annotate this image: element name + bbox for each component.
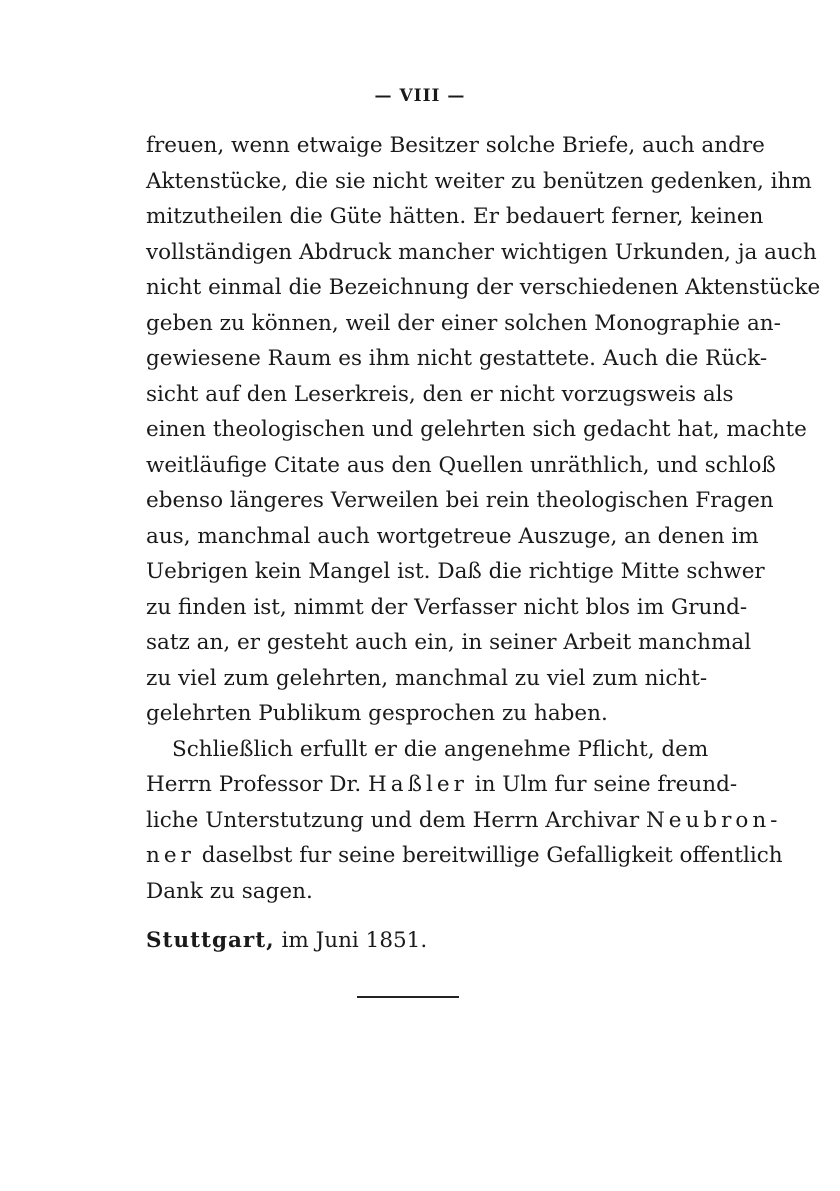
text-line: ebenso längeres Verweilen bei rein theologischen Fragen	[146, 488, 774, 513]
text-line: geben zu können, weil der einer solchen Monographie an-	[146, 310, 781, 336]
text-line: zu viel zum gelehrten, manchmal zu viel zum nicht-	[146, 665, 708, 691]
text-line: nicht einmal die Bezeichnung der verschiedenen Aktenstücke	[146, 275, 821, 300]
text-line	[146, 803, 782, 839]
person-name-neubronner: Neubron-	[645, 807, 782, 833]
text-line: einen theologischen und gelehrten sich gedacht hat, machte	[146, 417, 807, 442]
body-text	[146, 128, 821, 959]
text-line: aus, manchmal auch wortgetreue Auszuge, an denen im	[146, 523, 759, 549]
text-line	[146, 767, 738, 803]
text-line: gelehrten Publikum gesprochen zu haben.	[146, 701, 608, 726]
text-line: Aktenstücke, die sie nicht weiter zu benützen gedenken, ihm	[146, 168, 812, 194]
text-line: mitzutheilen die Güte hätten. Er bedauert ferner, keinen	[146, 204, 764, 229]
person-name-hassler: Haßler	[368, 772, 468, 797]
text-line: sicht auf den Leserkreis, den er nicht vorzugsweis als	[146, 381, 734, 407]
text-fragment: Herrn Professor Dr.	[146, 772, 362, 797]
text-line: Uebrigen kein Mangel ist. Daß die richtige Mitte schwer	[146, 559, 765, 584]
text-line: Dank zu sagen.	[146, 878, 313, 904]
person-name-neubronner-end: ner	[146, 843, 195, 868]
text-line: Schließlich erfullt er die angenehme Pflicht, dem	[172, 736, 709, 762]
signoff	[146, 923, 686, 959]
paragraph-2	[146, 732, 783, 910]
text-line: zu finden ist, nimmt der Verfasser nicht blos im Grund-	[146, 594, 748, 620]
text-line: vollständigen Abdruck mancher wichtigen Urkunden, ja auch	[146, 239, 817, 265]
text-fragment: daselbst fur seine bereitwillige Gefalligkeit offentlich	[201, 843, 783, 868]
paragraph-1	[146, 128, 821, 732]
text-fragment: in Ulm fur seine freund-	[474, 772, 738, 797]
text-line: satz an, er gesteht auch ein, in seiner Arbeit manchmal	[146, 630, 752, 655]
page-number-header: — VIII —	[374, 86, 466, 106]
closing-rule	[357, 996, 459, 998]
text-line	[146, 838, 783, 874]
text-line: gewiesene Raum es ihm nicht gestattete. Auch die Rück-	[146, 346, 768, 371]
text-line: freuen, wenn etwaige Besitzer solche Briefe, auch andre	[146, 133, 765, 158]
text-line: weitläufige Citate aus den Quellen unräthlich, und schloß	[146, 452, 776, 478]
signoff-place: Stuttgart,	[146, 928, 275, 953]
signoff-date: im Juni 1851.	[281, 928, 428, 953]
text-fragment: liche Unterstutzung und dem Herrn Archivar	[146, 807, 640, 833]
